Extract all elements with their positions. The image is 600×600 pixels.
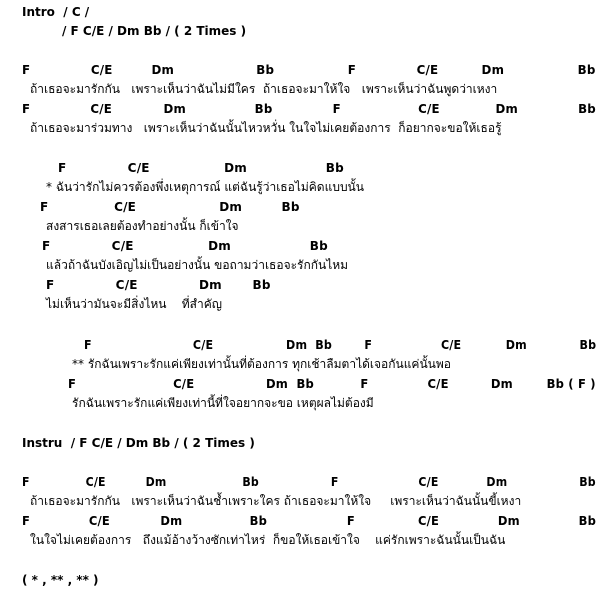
chorus2-chords-1: F C/E Dm Bb F C/E Dm Bb — [84, 338, 597, 352]
chorus1-chords-1: F C/E Dm Bb — [58, 161, 344, 175]
intro-line: Intro / C / — [22, 5, 90, 19]
verse2-chords-2: F C/E Dm Bb F C/E Dm Bb — [22, 514, 597, 528]
verse1-chords-1: F C/E Dm Bb F C/E Dm Bb — [22, 63, 596, 77]
verse1-lyric-2: ถ้าเธอจะมาร่วมทาง เพราะเห็นว่าฉันนั้นไหวหวั่น ในใจไม่เคยต้องการ ก็อยากจะขอให้เธอรู้ — [30, 121, 502, 135]
chorus1-chords-3: F C/E Dm Bb — [42, 239, 328, 253]
verse1-chords-2: F C/E Dm Bb F C/E Dm Bb — [22, 102, 596, 116]
chorus1-lyric-3: แล้วถ้าฉันบังเอิญไม่เป็นอย่างนั้น ขอถามว่าเธอจะรักกันไหม — [46, 258, 349, 272]
chorus1-lyric-1: * ฉันว่ารักไม่ควรต้องพึ่งเหตุการณ์ แต่ฉันรู้ว่าเธอไม่คิดแบบนั้น — [46, 180, 364, 194]
verse2-chords-1: F C/E Dm Bb F C/E Dm Bb — [22, 475, 596, 489]
verse2-lyric-2: ในใจไม่เคยต้องการ ถึงแม้อ้างว้างซักเท่าไหร่ ก็ขอให้เธอเข้าใจ แค่รักเพราะฉันนั้นเป็นฉัน — [30, 533, 506, 547]
chorus1-chords-2: F C/E Dm Bb — [40, 200, 300, 214]
chorus1-lyric-2: สงสารเธอเลยต้องทำอย่างนั้น ก็เข้าใจ — [46, 219, 239, 233]
chorus2-lyric-1: ** รักฉันเพราะรักแค่เพียงเท่านั้นที่ต้องการ ทุกเช้าลืมตาได้เจอกันแค่นั้นพอ — [72, 357, 451, 371]
verse1-lyric-1: ถ้าเธอจะมารักกัน เพราะเห็นว่าฉันไม่มีใคร ถ้าเธอจะมาให้ใจ เพราะเห็นว่าฉันพูดว่าเหงา — [30, 82, 498, 96]
verse2-lyric-1: ถ้าเธอจะมารักกัน เพราะเห็นว่าฉันช้ำเพราะใคร ถ้าเธอจะมาให้ใจ เพราะเห็นว่าฉันนั้นขี้เหงา — [30, 494, 522, 508]
chorus2-chords-2: F C/E Dm Bb F C/E Dm Bb ( F ) — [68, 377, 596, 391]
chorus2-lyric-2: รักฉันเพราะรักแค่เพียงเท่านี้ที่ใจอยากจะขอ เหตุผลไม่ต้องมี — [72, 396, 374, 410]
intro-progression: / F C/E / Dm Bb / ( 2 Times ) — [62, 24, 247, 38]
chorus1-chords-4: F C/E Dm Bb — [46, 278, 271, 292]
repeat-instruction: ( * , ** , ** ) — [22, 573, 99, 587]
instrumental-line: Instru / F C/E / Dm Bb / ( 2 Times ) — [22, 436, 255, 450]
chorus1-lyric-4: ไม่เห็นว่ามันจะมีสิ่งไหน ที่สำคัญ — [46, 297, 222, 311]
